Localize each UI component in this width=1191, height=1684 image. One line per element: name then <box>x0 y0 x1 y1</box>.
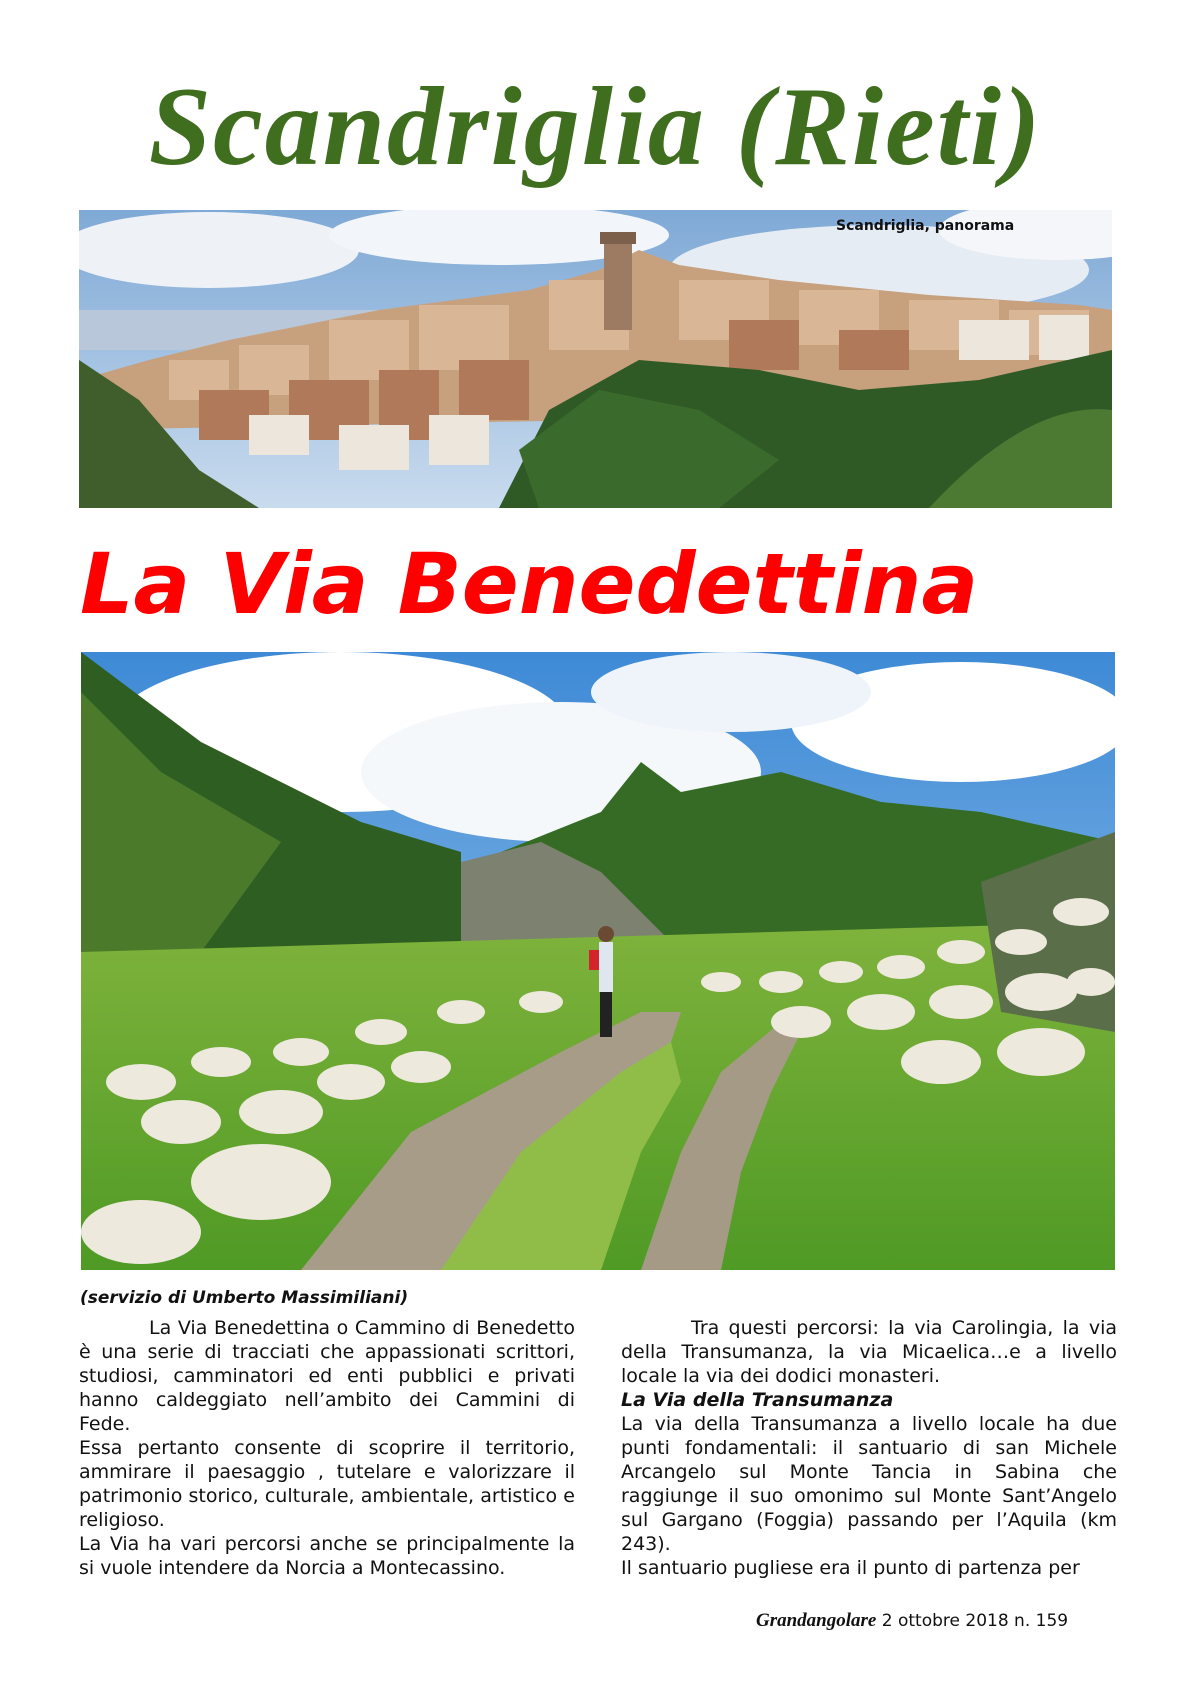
panorama-caption: Scandriglia, panorama <box>836 218 1015 234</box>
paragraph: Essa pertanto consente di scoprire il territorio, ammirare il paesaggio , tutelare e valorizzare il patrimonio storico, culturale, ambientale, artistico e religioso. <box>79 1437 575 1531</box>
magazine-name: Grandangolare <box>756 1610 877 1631</box>
article-column-right <box>621 1316 1117 1580</box>
paragraph: La Via ha vari percorsi anche se principalmente la si vuole intendere da Norcia a Montecassino. <box>79 1533 575 1579</box>
article-column-left <box>79 1316 575 1580</box>
sheep-pasture-photo <box>81 652 1115 1270</box>
paragraph: La Via Benedettina o Cammino di Benedetto è una serie di tracciati che appassionati scrittori, studiosi, camminatori ed enti pubblici e privati hanno caldeggiato nell’ambito dei Cammini di Fede. <box>79 1317 575 1435</box>
paragraph: La via della Transumanza a livello locale ha due punti fondamentali: il santuario di san Michele Arcangelo sul Monte Tancia in Sabina che raggiunge il suo omonimo sul Monte Sant’Angelo sul Gargano (Foggia) passando per l’Aquila (km 243). <box>621 1413 1117 1555</box>
issue-info: 2 ottobre 2018 n. 159 <box>881 1611 1069 1631</box>
section-heading: La Via della Transumanza <box>621 1389 894 1411</box>
panorama-photo <box>79 210 1112 508</box>
page-footer <box>756 1610 1068 1632</box>
paragraph: Il santuario pugliese era il punto di partenza per <box>621 1557 1080 1579</box>
masthead-title: Scandriglia (Rieti) <box>148 65 1043 189</box>
paragraph: Tra questi percorsi: la via Carolingia, la via della Transumanza, la via Micaelica…e a livello locale la via dei dodici monasteri. <box>621 1317 1117 1387</box>
headline: La Via Benedettina <box>80 535 979 633</box>
byline: (servizio di Umberto Massimiliani) <box>80 1288 409 1308</box>
